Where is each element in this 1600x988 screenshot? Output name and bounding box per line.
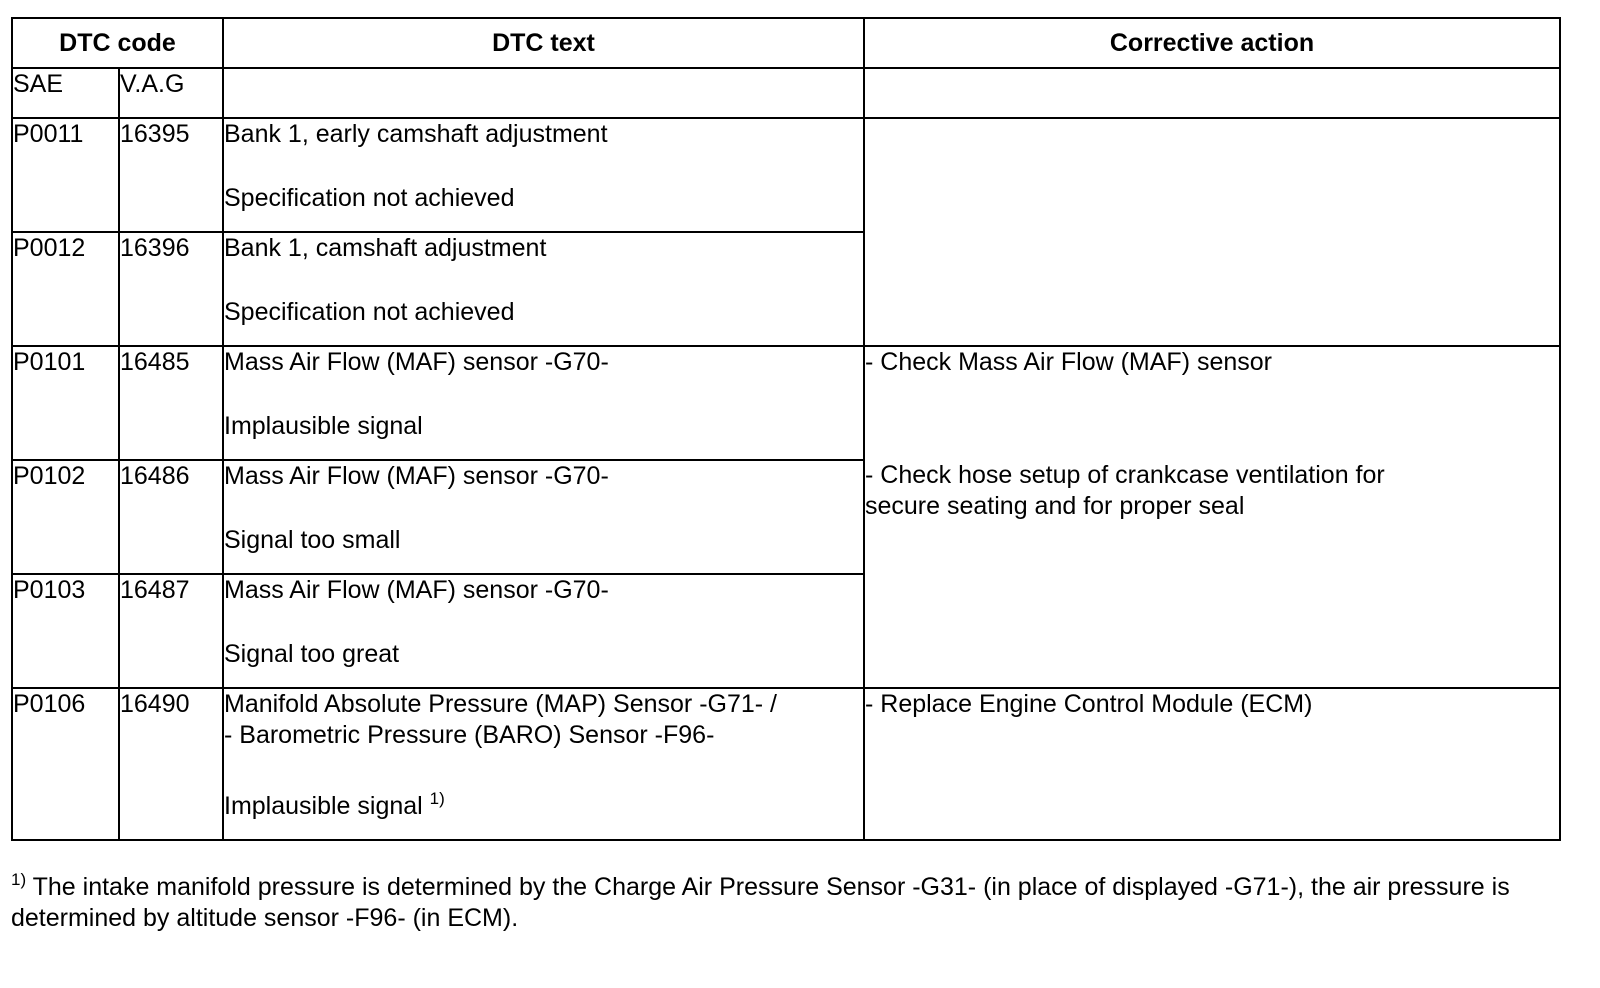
table-row: [12, 346, 1560, 460]
header-dtc-text: DTC text: [223, 18, 864, 68]
dtc-description-2: - Barometric Pressure (BARO) Sensor -F96-: [224, 721, 715, 749]
dtc-condition: Signal too great: [224, 640, 400, 668]
dtc-description: Bank 1, early camshaft adjustment: [224, 120, 608, 148]
dtc-description: Mass Air Flow (MAF) sensor -G70-: [224, 576, 609, 604]
subheader-row: [12, 68, 1560, 118]
dtc-text-cell: [223, 574, 864, 688]
subheader-vag: V.A.G: [119, 68, 223, 118]
dtc-text-cell: [223, 460, 864, 574]
footnote: [11, 872, 1571, 934]
sae-code: P0011: [12, 118, 119, 232]
header-corrective-action: Corrective action: [864, 18, 1560, 68]
dtc-condition: Specification not achieved: [224, 298, 515, 326]
dtc-condition: [224, 791, 863, 822]
sae-code: P0103: [12, 574, 119, 688]
dtc-condition: Specification not achieved: [224, 184, 515, 212]
header-row: [12, 18, 1560, 68]
action-check-hose: - Check hose setup of crankcase ventilation for secure seating and for proper seal: [865, 461, 1385, 520]
dtc-description: Bank 1, camshaft adjustment: [224, 234, 547, 262]
sae-code: P0102: [12, 460, 119, 574]
action-replace-ecm: - Replace Engine Control Module (ECM): [865, 690, 1313, 718]
table-row: [12, 688, 1560, 840]
dtc-condition: Implausible signal: [224, 412, 423, 440]
dtc-description: Mass Air Flow (MAF) sensor -G70-: [224, 348, 609, 376]
vag-code: 16395: [119, 118, 223, 232]
action-cell-ecm: [864, 688, 1560, 840]
dtc-condition-text: Implausible signal: [224, 792, 423, 820]
dtc-description: Manifold Absolute Pressure (MAP) Sensor -G71- /: [224, 690, 778, 718]
subheader-empty-text: [223, 68, 864, 118]
action-cell-empty: [864, 118, 1560, 346]
footnote-text: The intake manifold pressure is determined by the Charge Air Pressure Sensor -G31- (in place of displayed -G71-), the air pressure is determined by altitude sensor -F96- (in ECM).: [11, 873, 1510, 932]
subheader-sae: SAE: [12, 68, 119, 118]
footnote-ref: 1): [429, 789, 445, 808]
vag-code: 16486: [119, 460, 223, 574]
sae-code: P0101: [12, 346, 119, 460]
dtc-text-cell: [223, 118, 864, 232]
subheader-empty-action: [864, 68, 1560, 118]
sae-code: P0012: [12, 232, 119, 346]
vag-code: 16490: [119, 688, 223, 840]
action-cell-maf: [864, 346, 1560, 688]
dtc-table: [11, 17, 1561, 841]
table-row: [12, 118, 1560, 232]
dtc-condition: Signal too small: [224, 526, 401, 554]
dtc-text-cell: [223, 232, 864, 346]
vag-code: 16485: [119, 346, 223, 460]
footnote-marker: 1): [11, 870, 27, 889]
header-dtc-code: DTC code: [12, 18, 223, 68]
action-check-maf: - Check Mass Air Flow (MAF) sensor: [865, 348, 1273, 376]
sae-code: P0106: [12, 688, 119, 840]
dtc-text-cell: [223, 346, 864, 460]
dtc-description: Mass Air Flow (MAF) sensor -G70-: [224, 462, 609, 490]
vag-code: 16487: [119, 574, 223, 688]
vag-code: 16396: [119, 232, 223, 346]
dtc-text-cell: [223, 688, 864, 840]
